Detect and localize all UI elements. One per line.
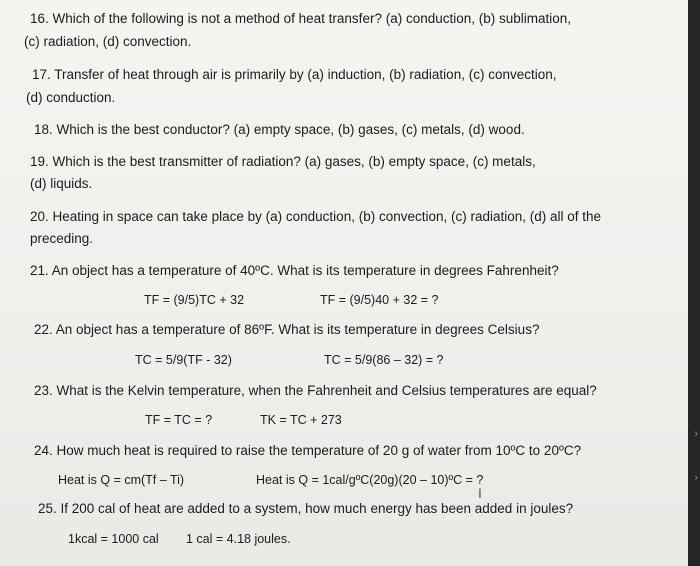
formula-21-substituted: TF = (9/5)40 + 32 = ?: [320, 293, 439, 307]
formula-21-general: TF = (9/5)TC + 32: [144, 293, 245, 307]
question-16-line-2: (c) radiation, (d) convection.: [24, 34, 192, 49]
question-16-line-1: 16. Which of the following is not a method of heat transfer? (a) conduction, (b) sublimation,: [30, 11, 572, 26]
formula-24-substituted: Heat is Q = 1cal/gºC(20g)(20 – 10)ºC = ?: [256, 473, 484, 487]
formula-24-general: Heat is Q = cm(Tf – Ti): [58, 473, 185, 487]
chevron-right-icon[interactable]: ›: [694, 472, 698, 484]
formula-25-kcal: 1kcal = 1000 cal: [68, 532, 159, 546]
formula-25-joules: 1 cal = 4.18 joules.: [186, 532, 291, 546]
question-17-line-1: 17. Transfer of heat through air is primarily by (a) induction, (b) radiation, (c) convection,: [32, 67, 557, 82]
chevron-right-icon[interactable]: ›: [694, 428, 698, 440]
question-18: 18. Which is the best conductor? (a) empty space, (b) gases, (c) metals, (d) wood.: [34, 122, 525, 137]
question-20-line-1: 20. Heating in space can take place by (a) conduction, (b) convection, (c) radiation, (d) all of the: [30, 209, 602, 224]
question-25: 25. If 200 cal of heat are added to a system, how much energy has been added in joules?: [38, 501, 574, 516]
question-17-line-2: (d) conduction.: [26, 90, 116, 105]
question-22: 22. An object has a temperature of 86ºF. What is its temperature in degrees Celsius?: [34, 322, 540, 337]
formula-23-condition: TF = TC = ?: [145, 413, 213, 427]
question-19-line-1: 19. Which is the best transmitter of radiation? (a) gases, (b) empty space, (c) metals,: [30, 154, 536, 169]
formula-22-substituted: TC = 5/9(86 – 32) = ?: [324, 353, 444, 367]
formula-22-general: TC = 5/9(TF - 32): [135, 353, 232, 367]
right-edge-strip: [688, 0, 700, 566]
text-cursor-icon: I: [478, 485, 482, 501]
question-20-line-2: preceding.: [30, 231, 94, 246]
formula-23-kelvin: TK = TC + 273: [260, 413, 342, 427]
question-21: 21. An object has a temperature of 40ºC. What is its temperature in degrees Fahrenheit?: [30, 263, 559, 278]
question-23: 23. What is the Kelvin temperature, when the Fahrenheit and Celsius temperatures are equal?: [34, 383, 597, 398]
question-24: 24. How much heat is required to raise the temperature of 20 g of water from 10ºC to 20ºC?: [34, 443, 582, 458]
question-19-line-2: (d) liquids.: [30, 176, 93, 191]
